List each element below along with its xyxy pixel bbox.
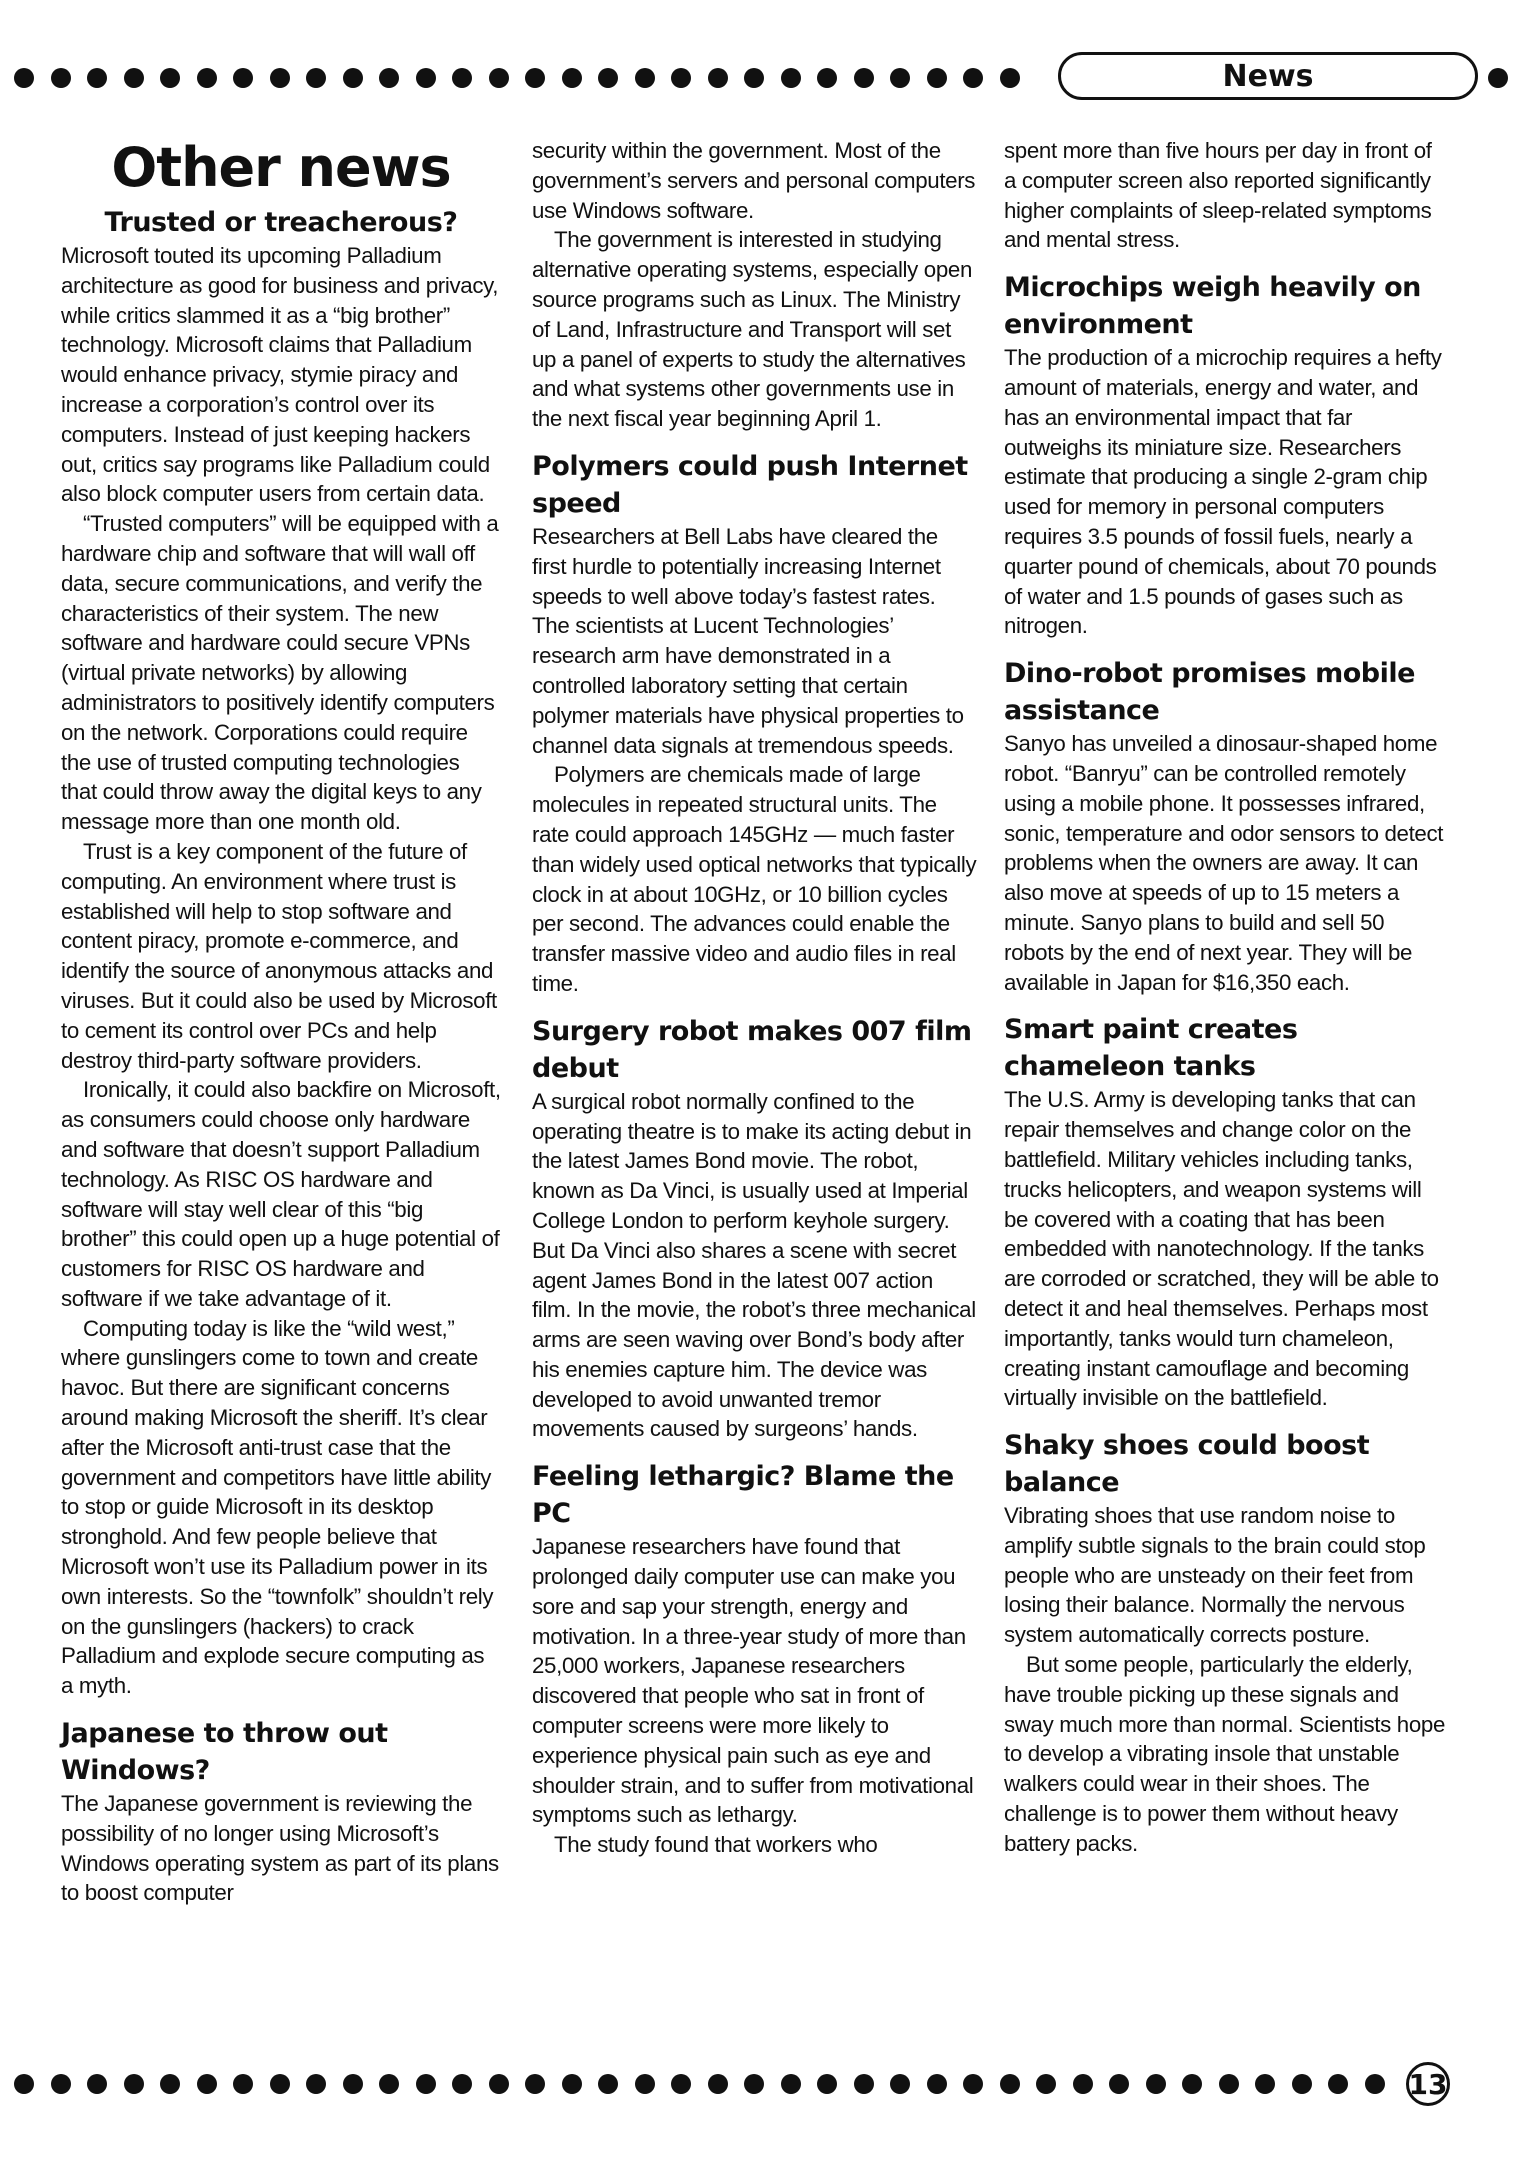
article-paragraph: The study found that workers who <box>554 1832 878 1858</box>
rule-dot <box>963 68 983 88</box>
rule-dot <box>51 2074 71 2094</box>
rule-dot <box>890 2074 910 2094</box>
rule-dot <box>525 68 545 88</box>
article-paragraph: But some people, particularly the elderly, have trouble picking up these signals and sway much more than normal. Scientists hope to develop a vibrating insole that unstable walkers could wear in their shoes. The challenge is to power them without heavy battery packs. <box>1004 1652 1446 1856</box>
article-paragraph: spent more than five hours per day in front of a computer screen also reported significantly higher complaints of sleep-related symptoms and mental stress. <box>1004 138 1432 253</box>
rule-dot <box>1219 2074 1239 2094</box>
rule-dot <box>1036 2074 1056 2094</box>
rule-dot <box>927 2074 947 2094</box>
article-paragraph: Researchers at Bell Labs have cleared the first hurdle to potentially increasing Internet speeds to well above today’s fastest rates. The scientists at Lucent Technologies’ research arm have demonstrated in a controlled laboratory setting that certain polymer materials have physical properties to channel data signals at tremendous speeds. <box>532 523 964 758</box>
article-paragraph: Sanyo has unveiled a dinosaur-shaped home robot. “Banryu” can be controlled remotely using a mobile phone. It possesses infrared, sonic, temperature and odor sensors to detect problems when the owners are away. It can also move at speeds of up to 15 meters a minute. Sanyo plans to build and sell 50 robots by the end of next year. They will be available in Japan for $16,350 each. <box>1004 731 1444 995</box>
page-number <box>1406 2062 1450 2106</box>
rule-dot <box>489 2074 509 2094</box>
rule-dot <box>671 68 691 88</box>
article-paragraph: Vibrating shoes that use random noise to amplify subtle signals to the brain could stop people who are unsteady on their feet from losing their balance. Normally the nervous system automatically corrects posture. <box>1004 1503 1426 1648</box>
rule-dot <box>1365 2074 1385 2094</box>
rule-dot <box>963 2074 983 2094</box>
rule-dot <box>708 2074 728 2094</box>
rule-dot <box>927 68 947 88</box>
rule-dot <box>51 68 71 88</box>
article-paragraph: Japanese researchers have found that prolonged daily computer use can make you sore and sap your strength, energy and motivation. In a three-year study of more than 25,000 workers, Japanese researchers discovered that people who sat in front of computer screens were more likely to experience physical pain such as eye and shoulder strain, and to suffer from motivational symptoms such as lethargy. <box>532 1534 974 1828</box>
rule-dot <box>160 2074 180 2094</box>
article-paragraph: Microsoft touted its upcoming Palladium architecture as good for business and privacy, while critics slammed it as a “big brother” technology. Microsoft claims that Palladium would enhance privacy, stymie piracy and increase a corporation’s control over its computers. Instead of just keeping hackers out, critics say programs like Palladium could also block computer users from certain data. <box>61 243 499 507</box>
rule-dot <box>525 2074 545 2094</box>
article-heading: Smart paint creates chameleon tanks <box>1004 1014 1298 1083</box>
article-paragraph: The Japanese government is reviewing the possibility of no longer using Microsoft’s Windows operating system as part of its plans to boost computer <box>61 1791 499 1906</box>
article-paragraph: Computing today is like the “wild west,” where gunslingers come to town and create havoc. But there are significant concerns around making Microsoft the sheriff. It’s clear after the Microsoft anti-trust case that the government and competitors have little ability to stop or guide Microsoft in its desktop stronghold. And few people believe that Microsoft won’t use its Palladium power in its own interests. So the “townfolk” shouldn’t rely on the gunslingers (hackers) to crack Palladium and explode secure computing as a myth. <box>61 1315 494 1699</box>
rule-dot <box>708 68 728 88</box>
article-paragraph: The government is interested in studying alternative operating systems, especially open source programs such as Linux. The Ministry of Land, Infrastructure and Transport will set up a panel of experts to study the alternatives and what systems other governments use in the next fiscal year beginning April 1. <box>532 227 972 432</box>
article-heading: Trusted or treacherous? <box>104 207 458 238</box>
rule-dot <box>87 68 107 88</box>
rule-dot <box>343 68 363 88</box>
rule-dot <box>306 68 326 88</box>
page-title: Other news <box>111 136 451 199</box>
rule-dot <box>452 68 472 88</box>
header-end-dot <box>1488 68 1508 88</box>
rule-dot <box>416 2074 436 2094</box>
column-1-content <box>61 204 501 1908</box>
column-1 <box>61 136 501 1908</box>
section-title: News <box>1222 58 1314 94</box>
header-dot-rule <box>14 68 1036 88</box>
rule-dot <box>1073 2074 1093 2094</box>
rule-dot <box>781 2074 801 2094</box>
rule-dot <box>270 68 290 88</box>
rule-dot <box>14 2074 34 2094</box>
rule-dot <box>379 2074 399 2094</box>
rule-dot <box>416 68 436 88</box>
rule-dot <box>1000 2074 1020 2094</box>
rule-dot <box>160 68 180 88</box>
rule-dot <box>1328 2074 1348 2094</box>
article-paragraph: A surgical robot normally confined to the operating theatre is to make its acting debut in the latest James Bond movie. The robot, known as Da Vinci, is usually used at Imperial College London to perform keyhole surgery. But Da Vinci also shares a scene with secret agent James Bond in the latest 007 action film. In the movie, the robot’s three mechanical arms are seen waving over Bond’s body after his enemies capture him. The device was developed to avoid unwanted tremor movements caused by surgeons’ hands. <box>532 1088 976 1442</box>
article-paragraph: security within the government. Most of the government’s servers and personal computers use Windows software. <box>532 138 976 223</box>
page-number-text: 13 <box>1408 2067 1448 2101</box>
rule-dot <box>890 68 910 88</box>
section-header <box>1058 52 1478 100</box>
rule-dot <box>1109 2074 1129 2094</box>
rule-dot <box>1146 2074 1166 2094</box>
article-heading: Surgery robot makes 007 film debut <box>532 1015 972 1084</box>
rule-dot <box>598 68 618 88</box>
rule-dot <box>562 68 582 88</box>
rule-dot <box>1292 2074 1312 2094</box>
rule-dot <box>343 2074 363 2094</box>
article-heading: Japanese to throw out Windows? <box>61 1718 388 1787</box>
rule-dot <box>635 68 655 88</box>
rule-dot <box>452 2074 472 2094</box>
rule-dot <box>197 2074 217 2094</box>
rule-dot <box>270 2074 290 2094</box>
article-paragraph: The U.S. Army is developing tanks that can repair themselves and change color on the battlefield. Military vehicles including tanks, trucks helicopters, and weapon systems will be covered with a coating that has been embedded with nanotechnology. If the tanks are corroded or scratched, they will be able to detect it and heal themselves. Perhaps most importantly, tanks would turn chameleon, creating instant camouflage and becoming virtually invisible on the battlefield. <box>1004 1087 1439 1411</box>
rule-dot <box>854 2074 874 2094</box>
rule-dot <box>1255 2074 1275 2094</box>
rule-dot <box>87 2074 107 2094</box>
article-heading: Microchips weigh heavily on environment <box>1004 272 1421 341</box>
column-2-content <box>532 136 977 1860</box>
rule-dot <box>379 68 399 88</box>
footer-dot-rule <box>14 2074 1401 2094</box>
rule-dot <box>817 68 837 88</box>
rule-dot <box>598 2074 618 2094</box>
article-heading: Shaky shoes could boost balance <box>1004 1430 1370 1499</box>
article-paragraph: Trust is a key component of the future of computing. An environment where trust is established will help to stop software and content piracy, promote e-commerce, and identify the source of anonymous attacks and viruses. But it could also be used by Microsoft to cement its control over PCs and help destroy third-party software providers. <box>61 838 497 1073</box>
column-3 <box>1004 136 1449 1859</box>
rule-dot <box>14 68 34 88</box>
rule-dot <box>744 2074 764 2094</box>
rule-dot <box>635 2074 655 2094</box>
rule-dot <box>1000 68 1020 88</box>
column-3-content <box>1004 136 1449 1859</box>
rule-dot <box>233 68 253 88</box>
rule-dot <box>744 68 764 88</box>
article-paragraph: “Trusted computers” will be equipped with a hardware chip and software that will wall off data, secure communications, and verify the characteristics of their system. The new software and hardware could secure VPNs (virtual private networks) by allowing administrators to positively identify computers on the network. Corporations could require the use of trusted computing technologies that could throw away the digital keys to any message more than one month old. <box>61 511 499 835</box>
rule-dot <box>124 2074 144 2094</box>
rule-dot <box>306 2074 326 2094</box>
rule-dot <box>233 2074 253 2094</box>
rule-dot <box>489 68 509 88</box>
rule-dot <box>781 68 801 88</box>
article-heading: Dino-robot promises mobile assistance <box>1004 658 1415 727</box>
column-2 <box>532 136 977 1860</box>
rule-dot <box>124 68 144 88</box>
article-heading: Polymers could push Internet speed <box>532 450 968 519</box>
rule-dot <box>817 2074 837 2094</box>
rule-dot <box>197 68 217 88</box>
article-heading: Feeling lethargic? Blame the PC <box>532 1461 954 1530</box>
article-paragraph: Ironically, it could also backfire on Microsoft, as consumers could choose only hardware and software that doesn’t support Palladium technology. As RISC OS hardware and software will stay well clear of this “big brother” this could open up a huge potential of customers for RISC OS hardware and software if we take advantage of it. <box>61 1077 501 1311</box>
article-paragraph: The production of a microchip requires a hefty amount of materials, energy and water, and has an environmental impact that far outweighs its miniature size. Researchers estimate that producing a single 2-gram chip used for memory in personal computers requires 3.5 pounds of fossil fuels, nearly a quarter pound of chemicals, about 70 pounds of water and 1.5 pounds of gases such as nitrogen. <box>1004 345 1442 639</box>
article-paragraph: Polymers are chemicals made of large molecules in repeated structural units. The rate could approach 145GHz — much faster than widely used optical networks that typically clock in at about 10GHz, or 10 billion cycles per second. The advances could enable the transfer massive video and audio files in real time. <box>532 762 977 996</box>
rule-dot <box>671 2074 691 2094</box>
rule-dot <box>1182 2074 1202 2094</box>
rule-dot <box>562 2074 582 2094</box>
rule-dot <box>854 68 874 88</box>
